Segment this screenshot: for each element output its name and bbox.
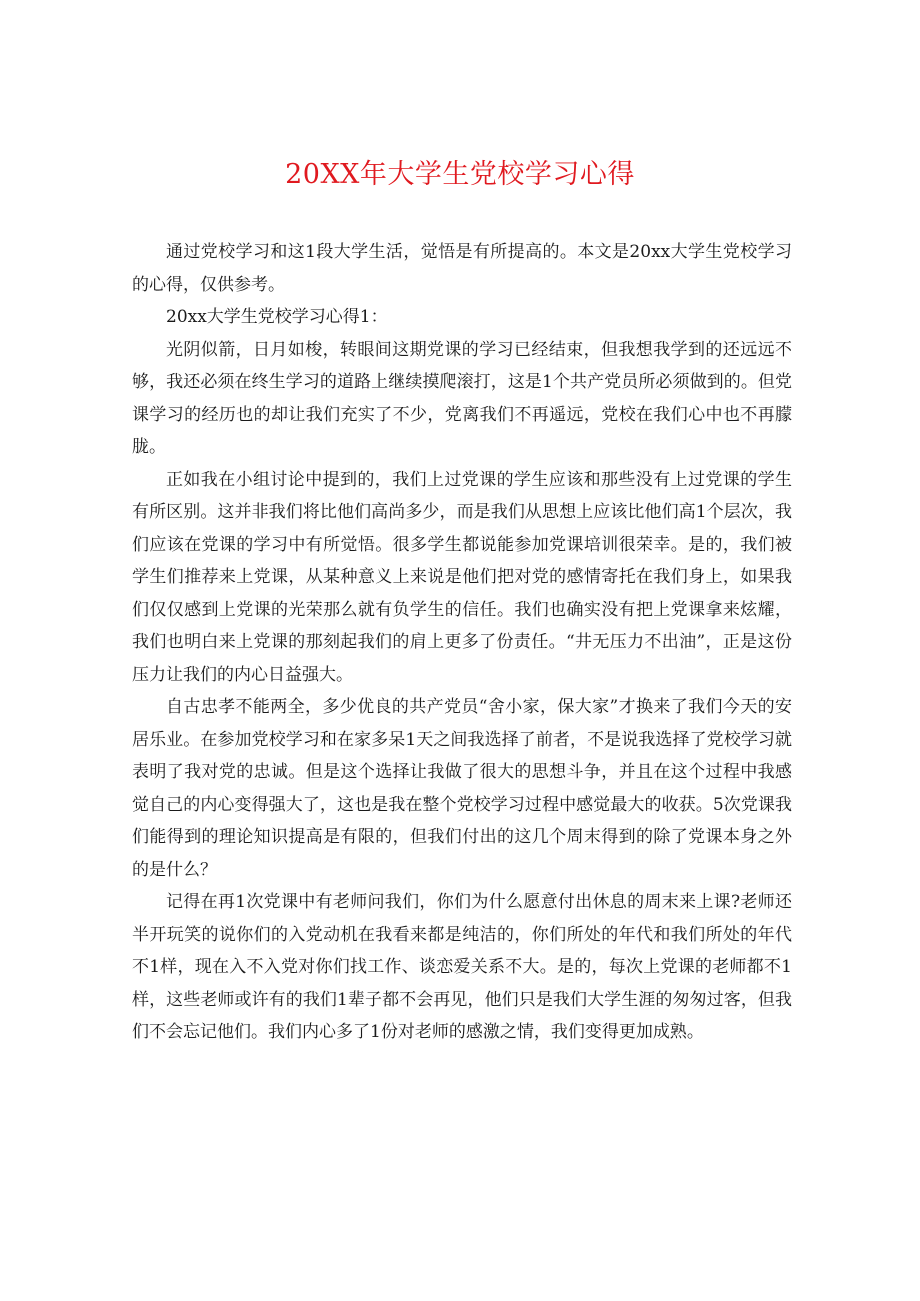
paragraph-body-1: 光阴似箭，日月如梭，转眼间这期党课的学习已经结束，但我想我学到的还远远不够，我还必须在终生学习的道路上继续摸爬滚打，这是1个共产党员所必须做到的。但党课学习的经历也的却让我们充实了不少，党离我们不再遥远，党校在我们心中也不再朦胧。	[132, 339, 792, 457]
paragraph-body-3: 自古忠孝不能两全，多少优良的共产党员“舍小家，保大家”才换来了我们今天的安居乐业。在参加党校学习和在家多呆1天之间我选择了前者，不是说我选择了党校学习就表明了我对党的忠诚。但是这个选择让我做了很大的思想斗争，并且在这个过程中我感觉自己的内心变得强大了，这也是我在整个党校学习过程中感觉最大的收获。5次党课我们能得到的理论知识提高是有限的，但我们付出的这几个周末得到的除了党课本身之外的是什么？	[132, 697, 792, 880]
paragraph-body-2: 正如我在小组讨论中提到的，我们上过党课的学生应该和那些没有上过党课的学生有所区别。这并非我们将比他们高尚多少，而是我们从思想上应该比他们高1个层次，我们应该在党课的学习中有所觉悟。很多学生都说能参加党课培训很荣幸。是的，我们被学生们推荐来上党课，从某种意义上来说是他们把对党的感情寄托在我们身上，如果我们仅仅感到上党课的光荣那么就有负学生的信任。我们也确实没有把上党课拿来炫耀，我们也明白来上党课的那刻起我们的肩上更多了份责任。“井无压力不出油”，正是这份压力让我们的内心日益强大。	[132, 469, 792, 685]
paragraph-intro: 通过党校学习和这1段大学生活，觉悟是有所提高的。本文是20xx大学生党校学习的心得，仅供参考。	[132, 242, 792, 295]
paragraph-body-4: 记得在再1次党课中有老师问我们，你们为什么愿意付出休息的周末来上课?老师还半开玩笑的说你们的入党动机在我看来都是纯洁的，你们所处的年代和我们所处的年代不1样，现在入不入党对你们找工作、谈恋爱关系不大。是的，每次上党课的老师都不1样，这些老师或许有的我们1辈子都不会再见，他们只是我们大学生涯的匆匆过客，但我们不会忘记他们。我们内心多了1份对老师的感激之情，我们变得更加成熟。	[132, 892, 792, 1042]
paragraph-section-heading: 20xx大学生党校学习心得1：	[166, 307, 388, 327]
document-body	[132, 236, 792, 1049]
document-title: 20XX年大学生党校学习心得	[285, 159, 635, 190]
